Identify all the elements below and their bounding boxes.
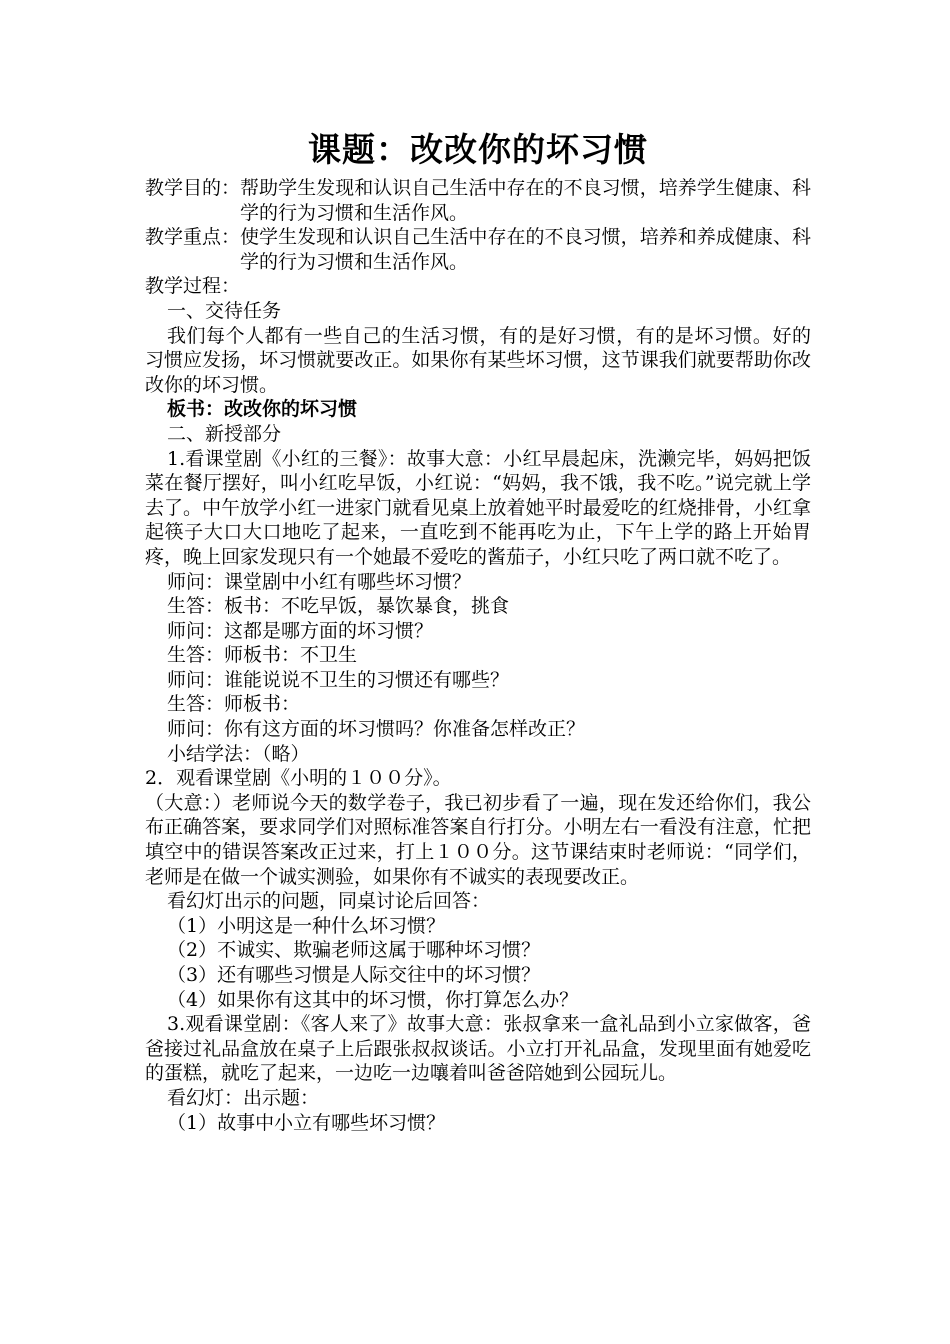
focus-text: 使学生发现和认识自己生活中存在的不良习惯，培养和养成健康、科学的行为习惯和生活作风。 [240,226,811,273]
section-2-heading: 二、新授部分 [167,422,282,445]
story-1-paragraph: 1.看课堂剧《小红的三餐》：故事大意：小红早晨起床，洗濑完毕，妈妈把饭菜在餐厅摆好，叫小红吃早饭，小红说：“妈妈，我不饿，我不吃。”说完就上学去了。中午放学小红一进家门就看见桌上放着她平时最爱吃的红烧排骨，小红拿起筷子大口大口地吃了起来，一直吃到不能再吃为止，下午上学的路上开始胃疼，晚上回家发现只有一个她最不爱吃的酱茄子，小红只吃了两口就不吃了。 [145,447,811,568]
slide-question: （3）还有哪些习惯是人际交往中的坏习惯？ [167,964,541,986]
qa-line: 生答：师板书： [167,693,301,716]
qa-line: 生答：师板书：不卫生 [167,644,358,667]
qa-line: 生答：板书：不吃早饭，暴饮暴食，挑食 [167,595,510,618]
section-1-heading: 一、交待任务 [167,299,282,322]
slide-question: （1）小明这是一种什么坏习惯？ [167,914,446,937]
page-title: 课题：改改你的坏习惯 [308,130,648,169]
qa-line: 师问：你有这方面的坏习惯吗？你准备怎样改正？ [167,718,586,741]
story-3-paragraph: 3.观看课堂剧：《客人来了》故事大意：张叔拿来一盒礼品到小立家做客，爸爸接过礼品盒放在桌子上后跟张叔叔谈话。小立打开礼品盒，发现里面有她爱吃的蛋糕，就吃了起来，一边吃一边嚷着叫爸爸陪她到公园玩儿。 [145,1013,811,1085]
objective-label: 教学目的： [145,177,241,199]
slide-question: （2）不诚实、欺骗老师这属于哪种坏习惯？ [167,939,541,962]
slide-2-question-1: （1）故事中小立有哪些坏习惯？ [167,1111,446,1134]
focus-label: 教学重点： [145,226,241,249]
slide-intro: 看幻灯出示的问题，同桌讨论后回答： [167,890,491,913]
objective-row [145,176,811,225]
slide-question: （4）如果你有这其中的坏习惯，你打算怎么办？ [167,988,579,1011]
objective-text: 帮助学生发现和认识自己生活中存在的不良习惯，培养学生健康、科学的行为习惯和生活作风。 [240,177,811,224]
section-1-paragraph: 我们每个人都有一些自己的生活习惯，有的是好习惯，有的是坏习惯。好的习惯应发扬，坏习惯就要改正。如果你有某些坏习惯，这节课我们就要帮助你改改你的坏习惯。 [145,324,811,396]
board-note: 板书：改改你的坏习惯 [167,398,358,421]
qa-line: 师问：课堂剧中小红有哪些坏习惯？ [167,570,472,593]
story-2-title: 2．观看课堂剧《小明的１００分》。 [145,767,452,790]
story-2-paragraph: （大意：）老师说今天的数学卷子，我已初步看了一遍，现在发还给你们，我公布正确答案，要求同学们对照标准答案自行打分。小明左右一看没有注意，忙把填空中的错误答案改正过来，打上１００分。这节课结束时老师说：“同学们，老师是在做一个诚实测验，如果你有不诚实的表现要改正。 [145,791,811,888]
qa-line: 师问：谁能说说不卫生的习惯还有哪些？ [167,668,510,691]
qa-line: 小结学法：（略） [167,742,310,765]
process-label: 教学过程： [145,275,241,298]
qa-line: 师问：这都是哪方面的坏习惯？ [167,619,434,642]
focus-row [145,225,811,274]
document-page [145,128,811,1135]
slide-2-intro: 看幻灯：出示题： [167,1086,320,1109]
